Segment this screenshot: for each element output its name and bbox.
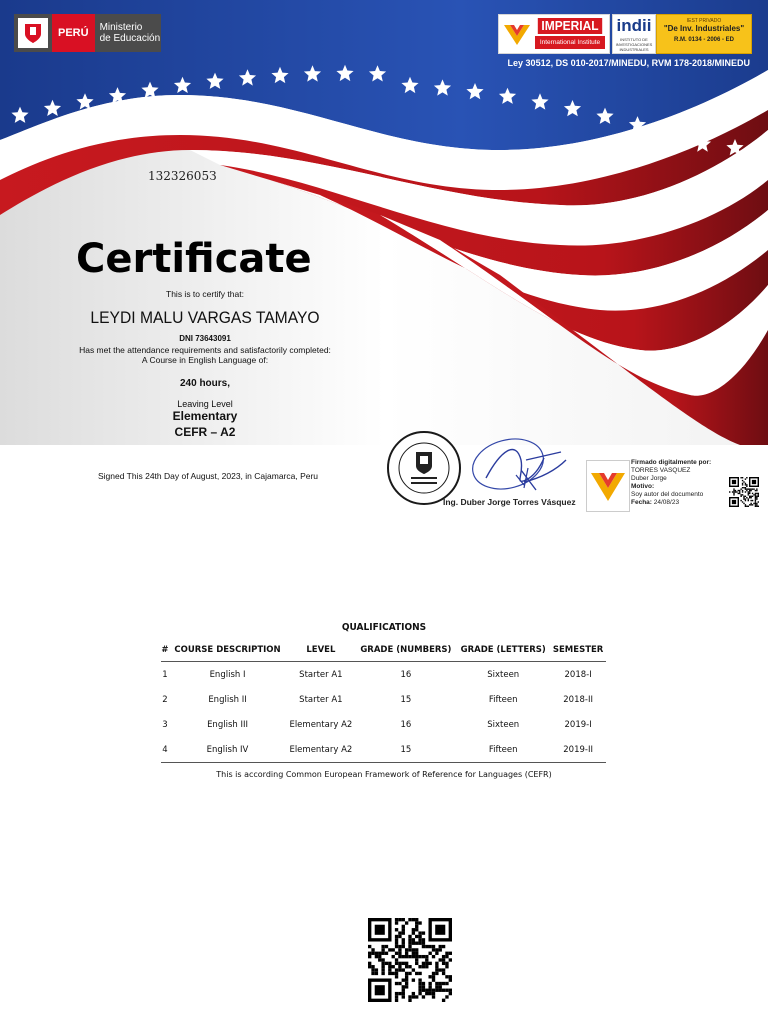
verification-qr-code-icon: [368, 918, 452, 1002]
country-label: PERÚ: [52, 14, 95, 52]
imperial-name: IMPERIAL: [538, 18, 602, 34]
col-level: LEVEL: [286, 639, 355, 662]
col-grade-letters: GRADE (LETTERS): [456, 639, 550, 662]
ministry-line1: Ministerio: [99, 22, 143, 33]
cell: 15: [400, 694, 412, 705]
table-header-row: [161, 639, 606, 662]
dig-reason: Soy autor del documento: [631, 491, 704, 498]
dig-date-label: Fecha:: [631, 499, 652, 506]
completion-line2: A Course in English Language of:: [141, 355, 269, 365]
cell: Elementary A2: [286, 737, 355, 763]
handwritten-signature: [466, 430, 576, 505]
cell: 4: [161, 737, 169, 763]
cell: 2018-I: [564, 669, 592, 680]
col-course: COURSE DESCRIPTION: [169, 639, 286, 662]
cell: 1: [162, 669, 168, 680]
small-qr-code-icon: [729, 477, 759, 507]
indii-logo: [612, 14, 656, 54]
digital-signature-info: [631, 459, 711, 507]
cell: Sixteen: [487, 719, 520, 730]
certificate-title: Certificate: [76, 236, 312, 282]
signer-name: Ing. Duber Jorge Torres Vásquez: [443, 497, 576, 507]
table-row: [161, 662, 606, 688]
institute-line3: R.M. 0134 - 2006 - ED: [673, 37, 735, 43]
indii-sub: INSTITUTO DE INVESTIGACIONES INDUSTRIALES: [615, 37, 653, 52]
institute-line1: IEST PRIVADO: [686, 18, 722, 24]
table-row: [161, 737, 606, 763]
cell: Elementary A2: [289, 719, 353, 730]
dig-name2: Duber Jorge: [631, 475, 667, 482]
cell: 2: [162, 694, 168, 705]
indii-name: indii: [616, 16, 652, 35]
imperial-subtitle: International Institute: [535, 36, 605, 49]
cell: 16: [400, 719, 412, 730]
institution-seal: [386, 430, 462, 506]
cefr-note: This is according Common European Framework of Reference for Languages (CEFR): [216, 770, 552, 779]
cell: Starter A1: [299, 694, 343, 705]
dig-name1: TORRES VASQUEZ: [631, 467, 691, 474]
dig-date: 24/08/23: [653, 499, 680, 506]
institute-line2: "De Inv. Industriales": [663, 24, 745, 33]
cell: 16: [400, 669, 412, 680]
serial-number: 13232605З: [148, 169, 217, 183]
cell: English III: [207, 719, 248, 730]
col-semester: SEMESTER: [550, 639, 606, 662]
dig-heading: Firmado digitalmente por:: [631, 459, 712, 466]
cell: 2019-II: [550, 737, 606, 763]
ministry-line2: de Educación: [99, 33, 161, 44]
ministry-logo: [14, 14, 161, 52]
cell: 3: [162, 719, 168, 730]
cell: English II: [208, 694, 247, 705]
certify-text: This is to certify that:: [166, 289, 244, 299]
digital-sign-logo: [586, 460, 630, 512]
qualifications-title: QUALIFICATIONS: [341, 622, 427, 633]
institute-badge: [656, 14, 752, 54]
student-dni: DNI 73643091: [179, 334, 231, 343]
col-number: #: [161, 639, 169, 662]
dig-reason-label: Motivo:: [631, 483, 655, 490]
leaving-level-label: Leaving Level: [177, 399, 233, 409]
legal-reference: Ley 30512, DS 010-2017/MINEDU, RVM 178-2018/MINEDU: [507, 58, 750, 68]
course-hours: 240 hours,: [179, 378, 231, 389]
cell: 2018-II: [563, 694, 593, 705]
col-grade-numbers: GRADE (NUMBERS): [356, 639, 457, 662]
table-row: [161, 687, 606, 712]
cell: English I: [209, 669, 246, 680]
cell: 2019-I: [564, 719, 592, 730]
student-name: LEYDI MALU VARGAS TAMAYO: [90, 308, 320, 327]
qualifications-table: [161, 639, 606, 763]
completion-line1: Has met the attendance requirements and satisfactorily completed:: [79, 345, 331, 355]
peru-shield-icon: [18, 18, 48, 48]
cell: 15: [356, 737, 457, 763]
cell: Starter A1: [299, 669, 343, 680]
signed-text: Signed This 24th Day of August, 2023, in Cajamarca, Peru: [98, 471, 319, 481]
cell: Fifteen: [488, 694, 518, 705]
cell: English IV: [169, 737, 286, 763]
cefr-level: CEFR – A2: [174, 425, 236, 439]
cell: Sixteen: [487, 669, 520, 680]
leaving-level: Elementary: [172, 409, 238, 423]
imperial-v-icon: [502, 19, 532, 49]
table-row: [161, 712, 606, 737]
imperial-logo: [498, 14, 610, 54]
cell: Fifteen: [456, 737, 550, 763]
